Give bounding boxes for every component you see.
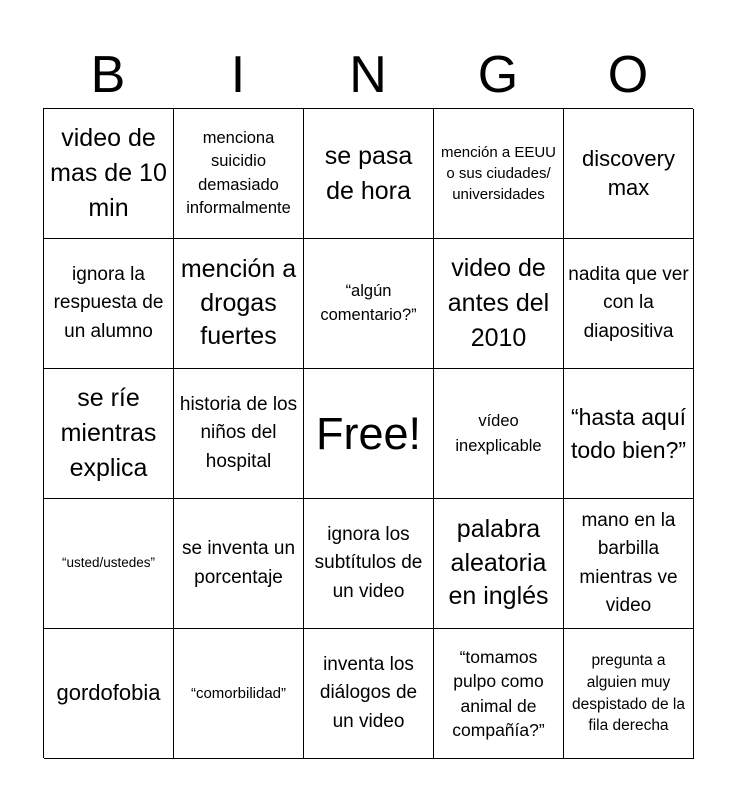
cell-text: se ríe mientras explica [60, 384, 157, 482]
cell-text: mención a EEUU o sus ciudades/ universidades [440, 144, 557, 203]
cell-text: “hasta aquí todo bien?” [570, 404, 687, 463]
cell-text: ignora la respuesta de un alumno [53, 263, 164, 342]
cell-text: “tomamos pulpo como animal de compañía?” [452, 646, 545, 740]
header-letter-o: O [607, 46, 649, 104]
bingo-cell[interactable] [434, 109, 564, 239]
bingo-cell[interactable] [44, 109, 174, 239]
bingo-cell[interactable] [44, 369, 174, 499]
cell-text: palabra aleatoria en inglés [448, 514, 549, 611]
bingo-cell[interactable] [434, 369, 564, 499]
cell-text: gordofobia [56, 680, 161, 706]
bingo-cell[interactable] [564, 109, 694, 239]
bingo-cell[interactable] [174, 239, 304, 369]
bingo-cell[interactable] [434, 239, 564, 369]
cell-text: historia de los niños del hospital [179, 393, 298, 472]
bingo-cell[interactable] [564, 239, 694, 369]
cell-text: “comorbilidad” [190, 685, 287, 702]
bingo-cell[interactable] [564, 369, 694, 499]
bingo-free-cell[interactable] [304, 369, 434, 499]
bingo-cell[interactable] [564, 499, 694, 629]
cell-text: vídeo inexplicable [455, 411, 542, 455]
bingo-cell[interactable] [44, 239, 174, 369]
cell-text: “usted/ustedes” [61, 555, 156, 571]
cell-text: discovery max [582, 145, 675, 200]
bingo-grid [43, 108, 693, 758]
header-letter-i: I [230, 46, 246, 104]
bingo-cell[interactable] [174, 629, 304, 759]
bingo-cell[interactable] [174, 369, 304, 499]
cell-text: menciona suicidio demasiado informalmente [186, 129, 291, 217]
header-letter-g: G [477, 46, 519, 104]
bingo-cell[interactable] [44, 629, 174, 759]
cell-text: pregunta a alguien muy despistado de la fila derecha [572, 652, 685, 735]
bingo-cell[interactable] [174, 499, 304, 629]
cell-text: se pasa de hora [324, 141, 413, 205]
bingo-cell[interactable] [304, 629, 434, 759]
cell-text: nadita que ver con la diapositiva [568, 263, 689, 342]
cell-text: mano en la barbilla mientras ve video [579, 509, 678, 616]
cell-text: video de mas de 10 min [50, 124, 167, 222]
bingo-cell[interactable] [44, 499, 174, 629]
cell-text: ignora los subtítulos de un video [314, 523, 423, 602]
bingo-cell[interactable] [564, 629, 694, 759]
bingo-header [43, 42, 693, 108]
header-letter-b: B [90, 46, 126, 104]
bingo-cell[interactable] [304, 109, 434, 239]
bingo-cell[interactable] [304, 239, 434, 369]
cell-text: se inventa un porcentaje [181, 538, 296, 588]
cell-text: “algún comentario?” [320, 282, 417, 324]
cell-text: video de antes del 2010 [447, 254, 550, 352]
bingo-cell[interactable] [304, 499, 434, 629]
header-letter-n: N [349, 46, 387, 104]
bingo-cell[interactable] [434, 629, 564, 759]
bingo-cell[interactable] [174, 109, 304, 239]
bingo-cell[interactable] [434, 499, 564, 629]
free-space-text: Free! [315, 407, 422, 459]
cell-text: inventa los diálogos de un video [319, 653, 418, 732]
cell-text: mención a drogas fuertes [180, 254, 297, 351]
